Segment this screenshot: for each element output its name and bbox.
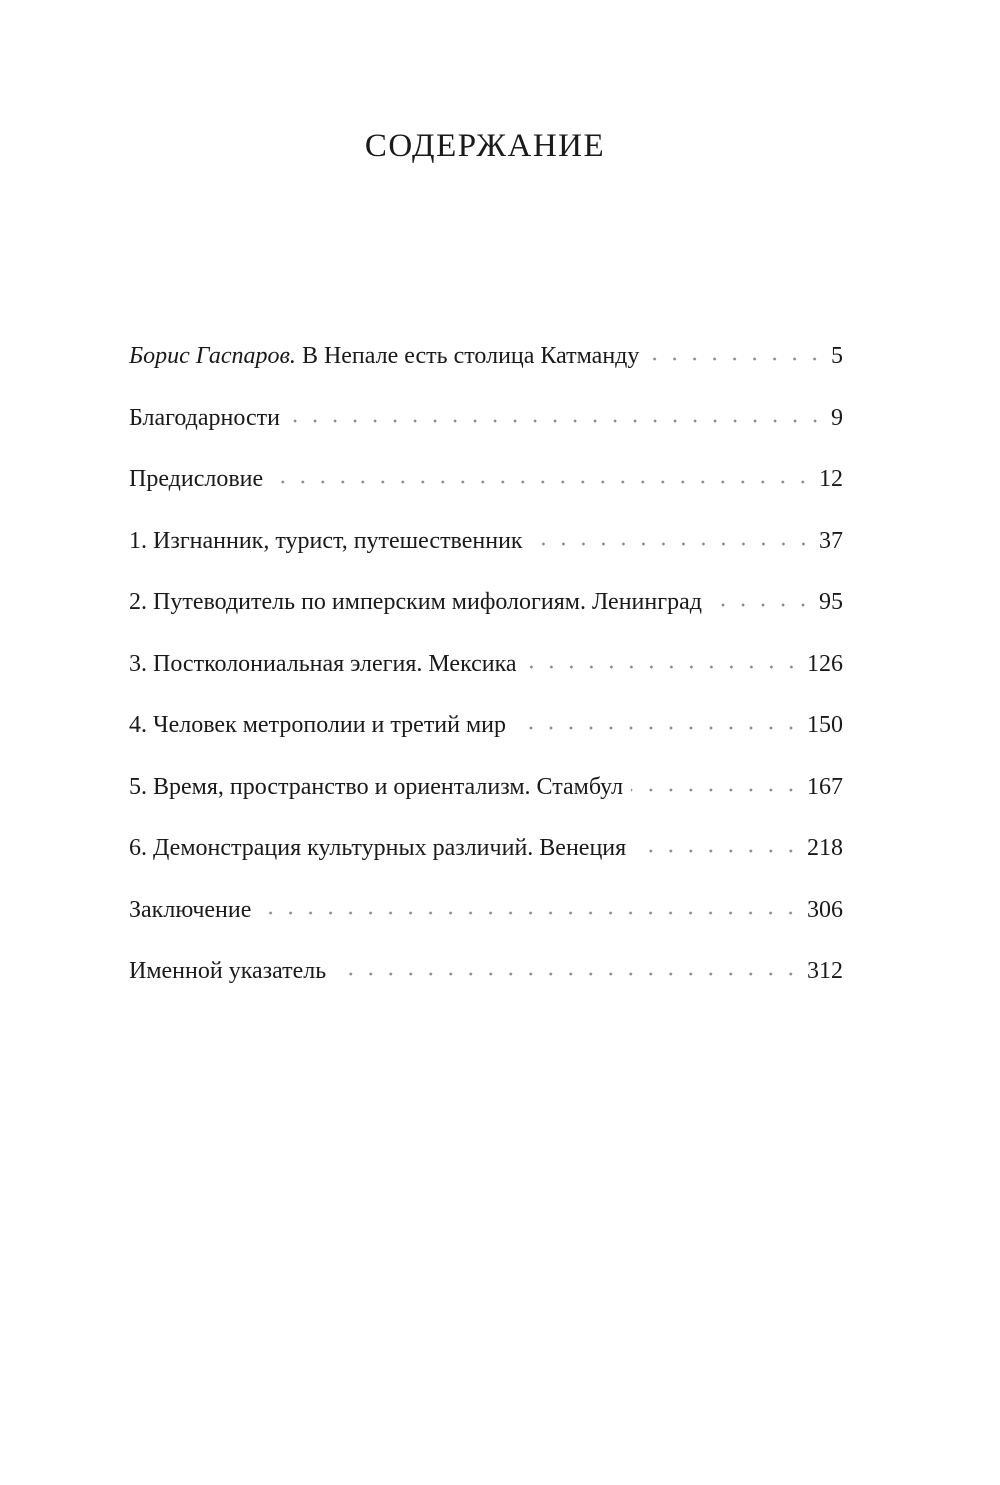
table-of-contents <box>129 338 843 1015</box>
toc-entry-page: 37 <box>819 527 843 554</box>
dot-leader <box>271 478 813 486</box>
toc-entry-acknowledgements <box>129 400 843 462</box>
dot-leader <box>259 909 801 917</box>
toc-entry-page: 167 <box>807 773 843 800</box>
toc-entry-title: 3. Постколониальная элегия. Мексика <box>129 650 517 677</box>
toc-entry-chapter-5 <box>129 769 843 831</box>
dot-leader <box>634 847 801 855</box>
toc-entry-chapter-6 <box>129 830 843 892</box>
toc-entry-conclusion <box>129 892 843 954</box>
toc-entry-label <box>129 338 639 374</box>
toc-entry-page: 9 <box>831 404 843 431</box>
dot-leader <box>710 601 813 609</box>
dot-leader <box>288 417 825 425</box>
dot-leader <box>647 355 825 363</box>
toc-entry-page: 312 <box>807 958 843 984</box>
dot-leader <box>514 724 801 732</box>
toc-entry-page: 150 <box>807 712 843 738</box>
toc-entry-name-index <box>129 953 843 1015</box>
toc-entry-chapter-4 <box>129 707 843 769</box>
dot-leader <box>531 540 813 548</box>
toc-entry-page: 95 <box>819 589 843 615</box>
toc-entry-preface <box>129 461 843 523</box>
dot-leader <box>525 663 801 671</box>
toc-title: СОДЕРЖАНИЕ <box>364 128 606 164</box>
dot-leader <box>334 970 801 978</box>
toc-entry-chapter-3 <box>129 646 843 708</box>
toc-entry-title: Заключение <box>129 896 252 923</box>
toc-entry-page: 306 <box>807 896 843 923</box>
toc-entry-gasparov <box>129 338 843 400</box>
toc-entry-title: В Непале есть столица Катманду <box>301 343 640 369</box>
toc-entry-title: Предисловие <box>129 466 264 492</box>
toc-entry-page: 126 <box>807 650 843 677</box>
toc-entry-author: Борис Гаспаров. <box>129 343 296 369</box>
toc-entry-title: 1. Изгнанник, турист, путешественник <box>129 527 523 554</box>
toc-entry-title: 4. Человек метрополии и третий мир <box>129 712 507 738</box>
toc-entry-page: 5 <box>831 343 843 369</box>
toc-entry-page: 12 <box>819 466 843 492</box>
toc-entry-page: 218 <box>807 835 843 861</box>
toc-entry-title: 2. Путеводитель по имперским мифологиям. Ленинград <box>129 589 702 615</box>
toc-entry-chapter-2 <box>129 584 843 646</box>
toc-entry-title: Благодарности <box>129 404 280 431</box>
dot-leader <box>631 786 801 794</box>
toc-entry-title: Именной указатель <box>129 958 327 984</box>
toc-entry-title: 5. Время, пространство и ориентализм. Стамбул <box>129 773 624 800</box>
toc-entry-chapter-1 <box>129 523 843 585</box>
toc-entry-title: 6. Демонстрация культурных различий. Венеция <box>129 835 627 861</box>
